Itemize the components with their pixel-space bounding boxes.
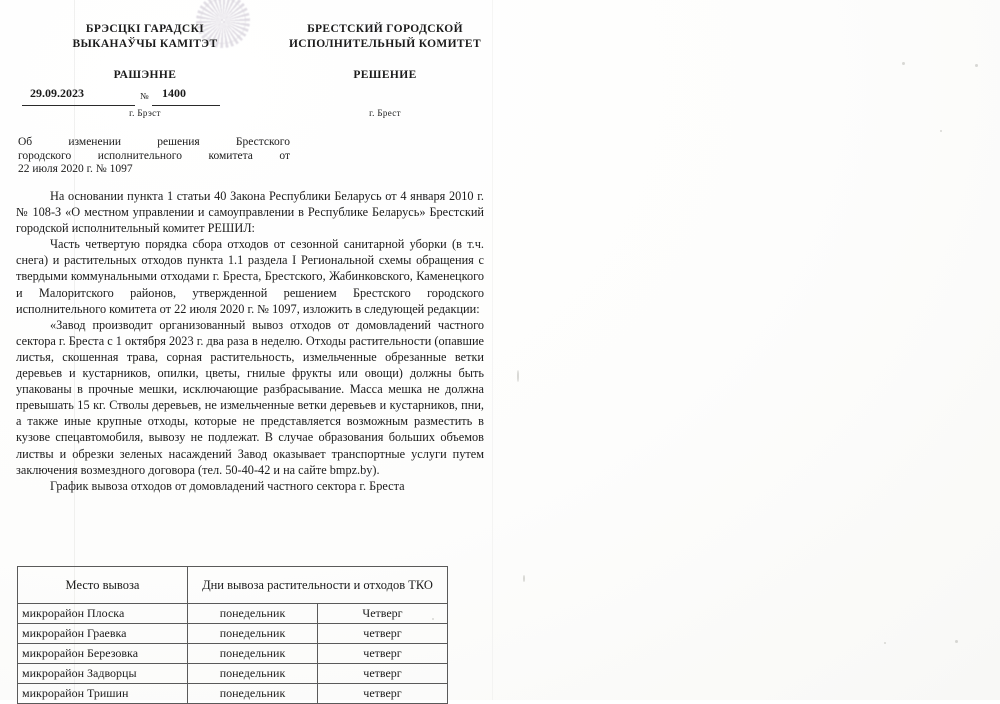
number-sign: № <box>140 91 149 101</box>
table-cell-day-1: понедельник <box>188 604 318 624</box>
table-row <box>18 624 448 644</box>
body-paragraph-3: «Завод производит организованный вывоз отходов от домовладений частного сектора г. Бреста с 1 октября 2023 г. два раза в неделю. Отходы растительности (опавшие листья, скошенная трава, сорная растительность, измельченные обрезанные ветки деревьев и кустарников, опилки, цветы, гнилые фрукты или овощи) должны быть упакованы в прочные мешки, исключающие разбрасывание. Масса мешка не должна превышать 15 кг. Стволы деревьев, не измельченные ветки деревьев и кустарников, пни, а также иные крупные отходы, которые не представляется возможным разместить в кузове спецавтомобиля, вывозу не подлежат. В случае образования больших объемов листвы и обрезки зеленых насаждений Завод оказывает транспортные услуги путем заключения возмездного договора (тел. 50-40-42 и на сайте bmpz.by). <box>16 317 484 477</box>
subject-w8: от <box>279 149 290 162</box>
document-subject <box>18 136 290 177</box>
document-number: 1400 <box>162 86 186 100</box>
letterhead-bel-city: г. Брэст <box>129 108 161 118</box>
document-right-column <box>500 0 1000 700</box>
letterhead-rus-line2: ИСПОЛНИТЕЛЬНЫЙ КОМИТЕТ <box>289 38 481 50</box>
table-cell-day-2: четверг <box>318 644 448 664</box>
subject-w1: Об <box>18 136 33 148</box>
table-cell-place: микрорайон Плоска <box>18 604 188 624</box>
letterhead-rus-line1: БРЕСТСКИЙ ГОРОДСКОЙ <box>307 23 463 35</box>
letterhead-bel-doc-kind: РАШЭННЕ <box>113 69 177 81</box>
letterhead-belarusian <box>0 22 260 121</box>
letterhead <box>0 22 500 121</box>
body-paragraph-2: Часть четвертую порядка сбора отходов от сезонной санитарной уборки (в т.ч. снега) и растительных отходов пункта 1.1 раздела I Региональной схемы обращения с твердыми коммунальными отходами г. Бреста, Брестского, Жабинковского, Каменецкого и Малоритского районов, утвержденной решением Брестского городского исполнительного комитета от 22 июля 2020 г. № 1097, изложить в следующей редакции: <box>16 237 484 316</box>
table-cell-place: микрорайон Граевка <box>18 624 188 644</box>
table-row <box>18 664 448 684</box>
table-header-place: Место вывоза <box>18 567 188 604</box>
schedule-table <box>17 566 448 704</box>
table-cell-day-1: понедельник <box>188 644 318 664</box>
subject-line-2 <box>18 150 290 164</box>
body-paragraph-4: График вывоза отходов от домовладений частного сектора г. Бреста <box>50 478 405 493</box>
table-cell-place: микрорайон Задворцы <box>18 664 188 684</box>
table-cell-day-2: четверг <box>318 664 448 684</box>
schedule-table-part1 <box>17 566 447 704</box>
table-row <box>18 604 448 624</box>
table-cell-place: микрорайон Тришин <box>18 684 188 704</box>
letterhead-bel-line1: БРЭСЦКІ ГАРАДСКІ <box>85 23 205 35</box>
table-cell-place: микрорайон Березовка <box>18 644 188 664</box>
table-cell-day-1: понедельник <box>188 664 318 684</box>
subject-w5: городского <box>18 149 72 162</box>
subject-line-3: 22 июля 2020 г. № 1097 <box>18 163 133 175</box>
subject-w2: изменении <box>68 136 122 148</box>
subject-w7: комитета <box>208 149 253 162</box>
table-cell-day-2: четверг <box>318 624 448 644</box>
date-rule <box>22 105 135 106</box>
table-cell-day-2: четверг <box>318 684 448 704</box>
table-row <box>18 684 448 704</box>
table-row <box>18 644 448 664</box>
subject-w4: Брестского <box>235 136 290 148</box>
letterhead-bel-line2: ВЫКАНАЎЧЫ КАМІТЭТ <box>72 38 218 50</box>
letterhead-rus-doc-kind: РЕШЕНИЕ <box>353 69 417 81</box>
table-cell-day-1: понедельник <box>188 684 318 704</box>
subject-w3: решения <box>157 136 200 148</box>
subject-line-1 <box>18 136 290 150</box>
table-cell-day-2: Четверг <box>318 604 448 624</box>
table-cell-day-1: понедельник <box>188 624 318 644</box>
document-left-column <box>0 0 500 700</box>
document-date: 29.09.2023 <box>30 86 84 100</box>
subject-w6: исполнительного <box>97 149 182 162</box>
table-header-row <box>18 567 448 604</box>
number-rule <box>152 105 220 106</box>
body-paragraph-1: На основании пункта 1 статьи 40 Закона Республики Беларусь от 4 января 2010 г. № 108-З «О местном управлении и самоуправлении в Республике Беларусь» Брестский городской исполнительный комитет РЕШИЛ: <box>16 189 484 236</box>
table-header-days: Дни вывоза растительности и отходов ТКО <box>188 567 448 604</box>
letterhead-rus-city: г. Брест <box>369 108 401 118</box>
document-body <box>16 188 484 494</box>
schedule-table-body-left <box>18 604 448 704</box>
letterhead-russian <box>260 22 500 121</box>
